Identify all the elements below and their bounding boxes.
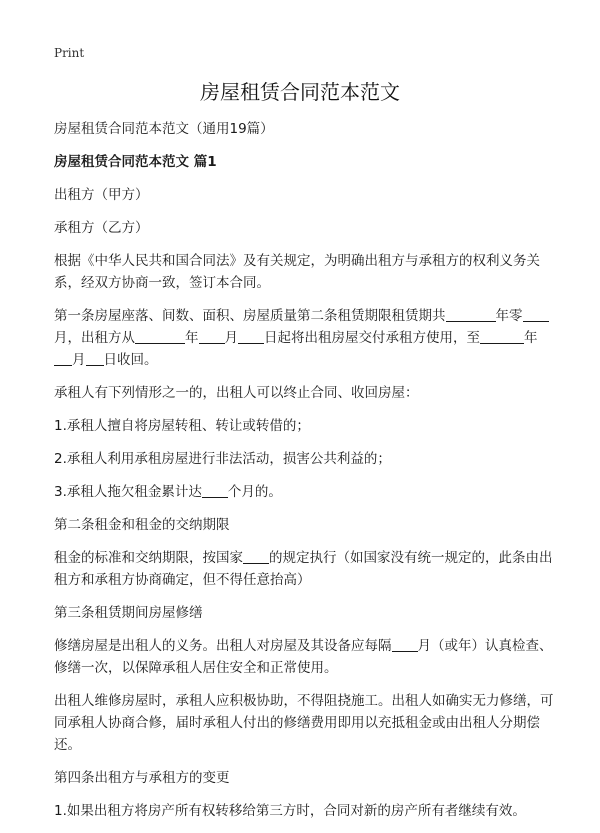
clause2-body — [54, 547, 554, 591]
clause1-text-e: 月 — [224, 330, 238, 346]
blank-field — [238, 329, 264, 344]
clause1-text-d: 年 — [185, 330, 199, 346]
blank-field — [392, 637, 418, 652]
item3-text-a: 3.承租人拖欠租金累计达 — [54, 484, 202, 500]
blank-field — [480, 329, 524, 344]
blank-field — [202, 483, 228, 498]
print-link[interactable]: Print — [54, 46, 85, 60]
clause3-text-a: 修缮房屋是出租人的义务。出租人对房屋及其设备应每隔 — [54, 638, 392, 654]
blank-field — [86, 351, 104, 366]
blank-field — [446, 307, 496, 322]
blank-field — [135, 329, 185, 344]
document-body — [54, 118, 554, 833]
clause1-paragraph — [54, 305, 554, 371]
clause4-title: 第四条出租方与承租方的变更 — [54, 770, 230, 786]
lessee-line: 承租方（乙方） — [54, 220, 149, 236]
clause2-text-b: 的规定执行（如国家没有统一规定的，此条由出租方和承租方协商确定，但不得任意抬高） — [54, 550, 553, 588]
clause3-text-b: 月（或年）认真检查、修缮一次，以保障承租人居住安全和正常使用。 — [54, 638, 553, 676]
list-item: 2.承租人利用承租房屋进行非法活动，损害公共利益的； — [54, 451, 391, 467]
lessor-line: 出租方（甲方） — [54, 187, 149, 203]
blank-field — [199, 329, 225, 344]
list-item: 1.承租人擅自将房屋转租、转让或转借的； — [54, 418, 310, 434]
blank-field — [243, 549, 269, 564]
clause3-title: 第三条租赁期间房屋修缮 — [54, 605, 203, 621]
clause1-text-g: 年 — [524, 330, 538, 346]
blank-field — [54, 351, 72, 366]
clause1-text-i: 日收回。 — [103, 352, 158, 368]
document-subtitle: 房屋租赁合同范本范文（通用19篇） — [54, 121, 274, 137]
page-title: 房屋租赁合同范本范文 — [200, 80, 400, 104]
section-heading: 房屋租赁合同范本范文 篇1 — [54, 154, 217, 170]
clause2-text-a: 租金的标准和交纳期限，按国家 — [54, 550, 243, 566]
item3-text-b: 个月的。 — [227, 484, 282, 500]
clause3-body1 — [54, 635, 554, 679]
clause1-text-h: 月 — [72, 352, 86, 368]
list-item — [54, 481, 554, 503]
intro-paragraph: 根据《中华人民共和国合同法》及有关规定，为明确出租方与承租方的权利义务关系，经双方协商一致，签订本合同。 — [54, 253, 540, 291]
clause1-text-c: 月，出租方从 — [54, 330, 135, 346]
clause4-item1: 1.如果出租方将房产所有权转移给第三方时，合同对新的房产所有者继续有效。 — [54, 803, 526, 819]
blank-field — [523, 307, 549, 322]
termination-intro: 承租人有下列情形之一的，出租人可以终止合同、收回房屋： — [54, 385, 419, 401]
clause3-body2: 出租人维修房屋时，承租人应积极协助，不得阻挠施工。出租人如确实无力修缮，可同承租人协商合修，届时承租人付出的修缮费用即用以充抵租金或由出租人分期偿还。 — [54, 693, 554, 753]
clause1-text-b: 年零 — [495, 308, 523, 324]
clause1-text-a: 第一条房屋座落、间数、面积、房屋质量第二条租赁期限租赁期共 — [54, 308, 446, 324]
clause2-title: 第二条租金和租金的交纳期限 — [54, 517, 230, 533]
clause1-text-f: 日起将出租房屋交付承租方使用，至 — [264, 330, 480, 346]
